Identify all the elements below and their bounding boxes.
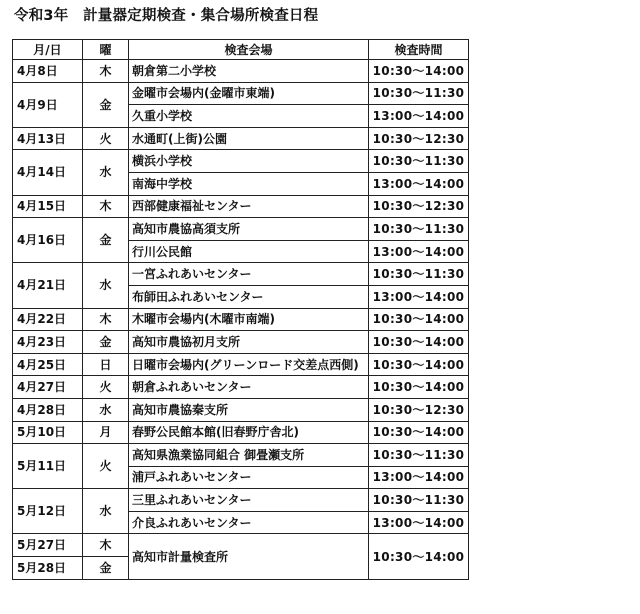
cell-venue: 浦戸ふれあいセンター — [129, 466, 369, 489]
cell-date: 4月22日 — [13, 308, 83, 331]
table-row — [13, 195, 469, 218]
cell-venue: 一宮ふれあいセンター — [129, 263, 369, 286]
table-row — [13, 127, 469, 150]
cell-time: 10:30～11:30 — [369, 218, 469, 241]
table-body — [13, 60, 469, 580]
cell-date: 4月28日 — [13, 398, 83, 421]
cell-time: 10:30～11:30 — [369, 489, 469, 512]
cell-venue: 朝倉第二小学校 — [129, 60, 369, 83]
table-header-row — [13, 40, 469, 60]
cell-date: 4月8日 — [13, 60, 83, 83]
cell-time: 13:00～14:00 — [369, 511, 469, 534]
cell-time: 10:30～14:00 — [369, 331, 469, 354]
header-day: 曜 — [83, 40, 129, 60]
header-date: 月/日 — [13, 40, 83, 60]
cell-time: 10:30～12:30 — [369, 127, 469, 150]
cell-date: 5月11日 — [13, 444, 83, 489]
cell-venue: 介良ふれあいセンター — [129, 511, 369, 534]
cell-venue: 西部健康福祉センター — [129, 195, 369, 218]
cell-time: 10:30～12:30 — [369, 398, 469, 421]
cell-day: 木 — [83, 195, 129, 218]
header-time: 検査時間 — [369, 40, 469, 60]
cell-time: 13:00～14:00 — [369, 172, 469, 195]
table-row — [13, 308, 469, 331]
cell-day: 金 — [83, 218, 129, 263]
cell-venue: 金曜市会場内(金曜市東端) — [129, 82, 369, 105]
cell-date: 4月16日 — [13, 218, 83, 263]
cell-day: 木 — [83, 60, 129, 83]
cell-venue: 南海中学校 — [129, 172, 369, 195]
cell-time: 13:00～14:00 — [369, 105, 469, 128]
cell-venue: 高知市農協秦支所 — [129, 398, 369, 421]
cell-venue: 高知市計量検査所 — [129, 534, 369, 579]
cell-venue: 久重小学校 — [129, 105, 369, 128]
cell-venue: 行川公民館 — [129, 240, 369, 263]
cell-day: 水 — [83, 398, 129, 421]
table-row — [13, 82, 469, 105]
cell-venue: 水通町(上街)公園 — [129, 127, 369, 150]
cell-time: 13:00～14:00 — [369, 285, 469, 308]
cell-date: 5月27日 — [13, 534, 83, 557]
cell-date: 4月14日 — [13, 150, 83, 195]
cell-venue: 日曜市会場内(グリーンロード交差点西側) — [129, 353, 369, 376]
cell-venue: 布師田ふれあいセンター — [129, 285, 369, 308]
cell-venue: 春野公民館本館(旧春野庁舎北) — [129, 421, 369, 444]
table-row — [13, 263, 469, 286]
cell-day: 金 — [83, 557, 129, 580]
cell-time: 10:30～14:00 — [369, 421, 469, 444]
cell-time: 10:30～11:30 — [369, 263, 469, 286]
cell-day: 火 — [83, 376, 129, 399]
table-row — [13, 398, 469, 421]
cell-day: 水 — [83, 489, 129, 534]
cell-date: 5月12日 — [13, 489, 83, 534]
table-row — [13, 444, 469, 467]
cell-time: 10:30～14:00 — [369, 534, 469, 579]
cell-date: 4月13日 — [13, 127, 83, 150]
cell-venue: 三里ふれあいセンター — [129, 489, 369, 512]
cell-date: 4月15日 — [13, 195, 83, 218]
cell-time: 10:30～14:00 — [369, 376, 469, 399]
cell-day: 火 — [83, 127, 129, 150]
cell-date: 4月23日 — [13, 331, 83, 354]
cell-day: 水 — [83, 150, 129, 195]
cell-time: 10:30～11:30 — [369, 82, 469, 105]
table-row — [13, 376, 469, 399]
cell-venue: 横浜小学校 — [129, 150, 369, 173]
header-venue: 検査会場 — [129, 40, 369, 60]
cell-time: 13:00～14:00 — [369, 240, 469, 263]
cell-venue: 朝倉ふれあいセンター — [129, 376, 369, 399]
cell-venue: 木曜市会場内(木曜市南端) — [129, 308, 369, 331]
cell-day: 火 — [83, 444, 129, 489]
cell-time: 13:00～14:00 — [369, 466, 469, 489]
cell-date: 4月25日 — [13, 353, 83, 376]
cell-date: 5月28日 — [13, 557, 83, 580]
table-row — [13, 150, 469, 173]
table-row — [13, 489, 469, 512]
table-row — [13, 534, 469, 557]
table-row — [13, 218, 469, 241]
document-title: 令和3年 計量器定期検査・集合場所検査日程 — [14, 8, 319, 24]
cell-venue: 高知市農協初月支所 — [129, 331, 369, 354]
cell-venue: 高知市農協高須支所 — [129, 218, 369, 241]
cell-time: 10:30～14:00 — [369, 308, 469, 331]
cell-date: 4月21日 — [13, 263, 83, 308]
cell-venue: 高知県漁業協同組合 御畳瀬支所 — [129, 444, 369, 467]
table-row — [13, 331, 469, 354]
cell-day: 木 — [83, 534, 129, 557]
table-row — [13, 421, 469, 444]
cell-time: 10:30～12:30 — [369, 195, 469, 218]
table-row — [13, 60, 469, 83]
cell-time: 10:30～14:00 — [369, 353, 469, 376]
cell-day: 月 — [83, 421, 129, 444]
cell-day: 日 — [83, 353, 129, 376]
inspection-schedule-table — [12, 39, 469, 580]
cell-day: 金 — [83, 82, 129, 127]
cell-date: 4月9日 — [13, 82, 83, 127]
cell-date: 4月27日 — [13, 376, 83, 399]
cell-time: 10:30～11:30 — [369, 150, 469, 173]
cell-time: 10:30～11:30 — [369, 444, 469, 467]
cell-day: 木 — [83, 308, 129, 331]
cell-day: 金 — [83, 331, 129, 354]
cell-day: 水 — [83, 263, 129, 308]
table-row — [13, 353, 469, 376]
cell-date: 5月10日 — [13, 421, 83, 444]
cell-time: 10:30～14:00 — [369, 60, 469, 83]
